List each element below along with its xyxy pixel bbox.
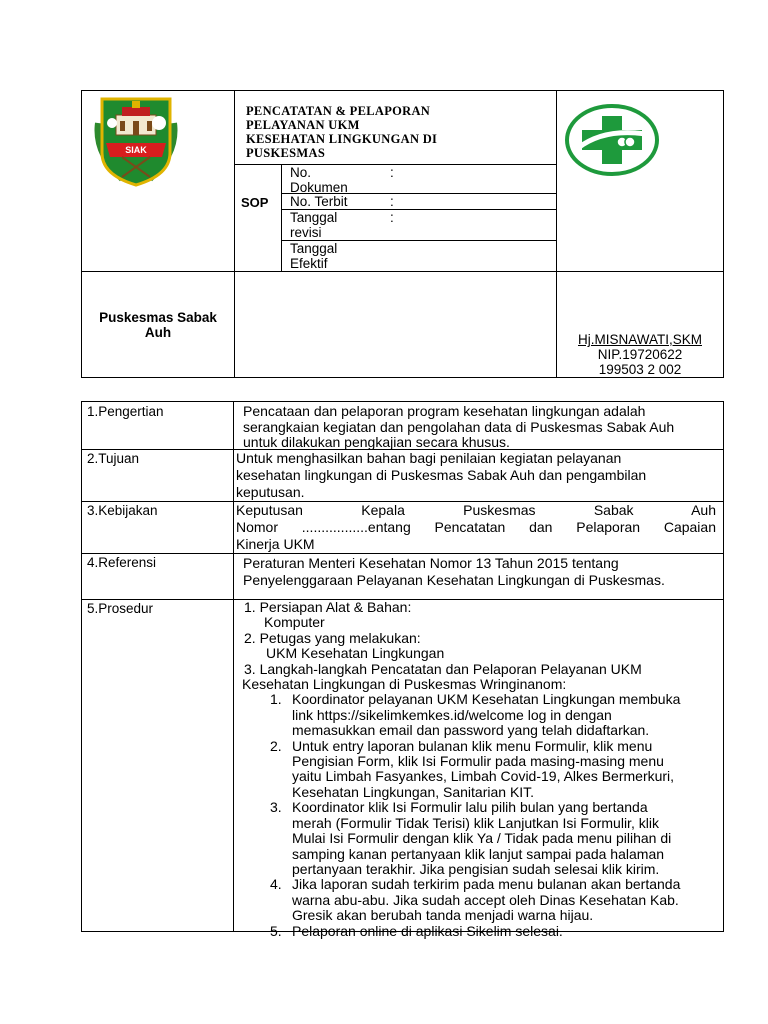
puskesmas-logo [564,104,660,176]
signatory [558,332,722,377]
field-tanggal-revisi-colon: : [390,210,394,225]
section-referensi: Peraturan Menteri Kesehatan Nomor 13 Tahun 2015 tentang Penyelenggaraan Pelayanan Kesehatan Lingkungan di Puskesmas. [243,555,665,588]
section-label: 3.Kebijakan [87,503,158,518]
field-no-dokumen-colon: : [390,165,394,180]
prosedur-step3: Kesehatan Lingkungan di Puskesmas Wringinanom: [242,676,567,693]
signatory-name: Hj.MISNAWATI,SKM [578,332,702,347]
signatory-nip: NIP.19720622 [597,347,683,362]
signatory-nip: 199503 2 002 [598,362,682,377]
prosedur-subitem: UKM Kesehatan Lingkungan [266,645,445,662]
organization-name: Puskesmas Sabak Auh [99,310,217,340]
title-line: KESEHATAN LINGKUNGAN DI [246,132,438,146]
regency-logo [92,93,180,189]
title-line: PUSKESMAS [246,146,326,160]
prosedur-item: 1. Persiapan Alat & Bahan: [244,599,412,615]
prosedur-item: 2. Petugas yang melakukan: [244,629,421,646]
field-tanggal-revisi: Tanggal revisi [290,210,338,240]
title-line: PENCATATAN & PELAPORAN [246,104,431,118]
field-no-terbit: No. Terbit [290,194,348,209]
document-title [246,104,437,160]
sop-label: SOP [241,195,269,210]
section-label: 5.Prosedur [87,601,154,616]
prosedur-step3: 3. Langkah-langkah Pencatatan dan Pelaporan Pelayanan UKM [244,660,642,677]
section-tujuan: Untuk menghasilkan bahan bagi penilaian kegiatan pelayanan kesehatan lingkungan di Puskesmas Sabak Auh dan pengambilan keputusan. [236,450,647,500]
section-label: 4.Referensi [87,555,157,570]
section-label: 2.Tujuan [87,451,140,466]
title-line: PELAYANAN UKM [246,118,360,132]
field-no-dokumen: No. Dokumen [290,165,348,195]
field-no-terbit-colon: : [390,194,394,209]
prosedur-subitem: Komputer [264,614,325,631]
field-tanggal-efektif: Tanggal Efektif [290,241,338,271]
logo-text: SIAK [125,145,147,155]
section-kebijakan: Keputusan Kepala Puskesmas Sabak Auh Nomor .................entang Pencatatan dan Pelaporan Capaian Kinerja UKM [236,502,716,552]
section-prosedur [240,600,680,939]
section-label: 1.Pengertian [87,404,164,419]
section-pengertian: Pencataan dan pelaporan program kesehatan lingkungan adalah serangkaian kegiatan dan pengolahan data di Puskesmas Sabak Auh untuk dilakukan pengkajian secara khusus. [243,403,675,450]
step-list: 1. Koordinator pelayanan UKM Kesehatan Lingkungan membuka link https://sikelimkemkes.id/welcome log in dengan memasukkan email dan password yang telah didaftarkan. 2. Untuk entry laporan bulanan klik menu Formulir, klik menu Pengisian Form, klik Isi Formulir pada masing-masing menu yaitu Limbah Fasyankes, Limbah Covid-19, Alkes Bermerkuri, Kesehatan Lingkungan, Sanitarian KIT. 3. Koordinator klik Isi Formulir lalu pilih bulan yang bertanda merah (Formulir Tidak Terisi) klik Lanjutkan Isi Formulir, klik Mulai Isi Formulir dengan klik Ya / Tidak pada menu pilihan di samping kanan pertanyaan klik lanjut sampai pada halaman pertanyaan terakhir. Jika pengisian sudah selesai klik kirim. 4. Jika laporan sudah terkirim pada menu bulanan akan bertanda warna abu-abu. Jika sudah accept oleh Dinas Kesehatan Kab. Gresik akan berubah tanda menjadi warna hijau. 5. Pelaporan online di aplikasi Sikelim selesai. [270,691,681,939]
